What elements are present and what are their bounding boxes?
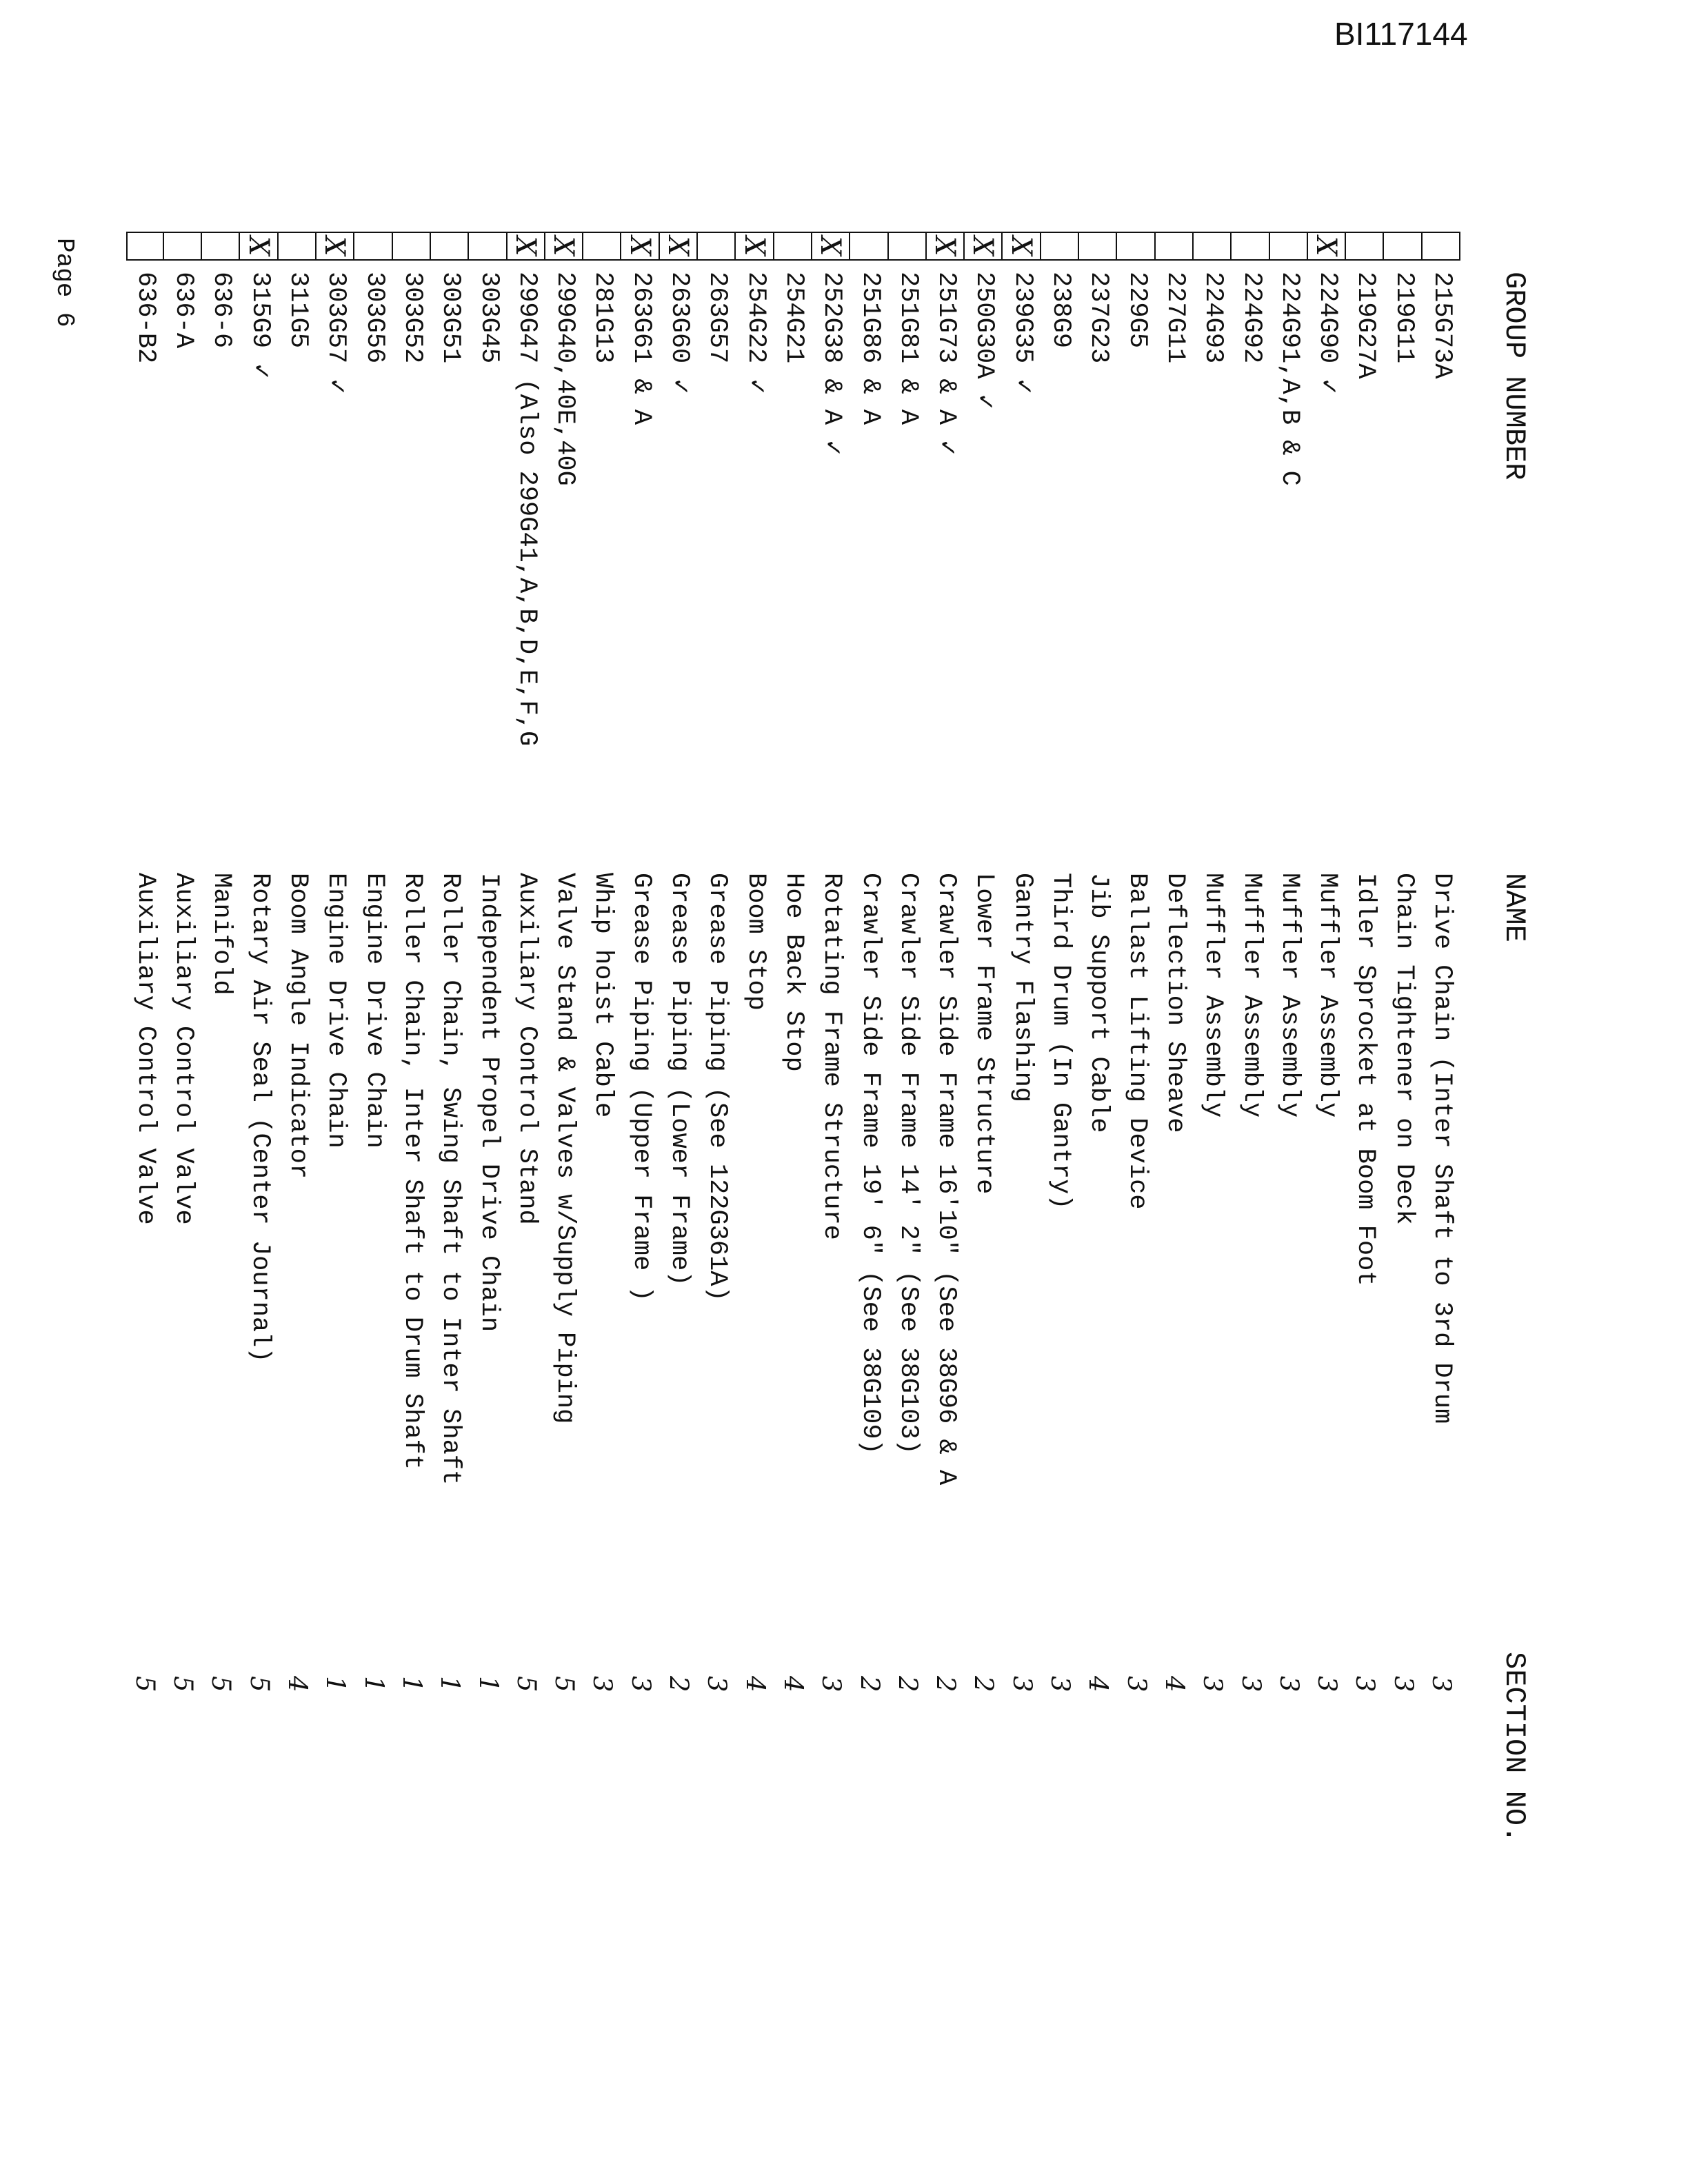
table-row — [1423, 232, 1460, 2093]
section-no-cell: 3 — [625, 1676, 656, 1692]
name-cell: Deflection Sheave — [1160, 873, 1189, 1133]
section-no-cell: 3 — [1350, 1676, 1380, 1692]
check-mark — [1270, 232, 1308, 261]
group-number-cell: 239G35 ✓ — [1007, 272, 1037, 394]
check-mark: X — [1308, 232, 1346, 261]
section-no-cell: 4 — [283, 1676, 313, 1692]
table-row — [354, 232, 392, 2093]
table-row — [279, 232, 316, 2093]
name-cell: Crawler Side Frame 16'10" (See 38G96 & A — [932, 873, 961, 1486]
group-number-cell: 252G38 & A ✓ — [817, 272, 847, 456]
check-mark — [1079, 232, 1117, 261]
table-row — [393, 232, 431, 2093]
table-row — [965, 232, 1003, 2093]
name-cell: Lower Frame Structure — [969, 873, 999, 1195]
check-mark — [164, 232, 202, 261]
check-mark — [1384, 232, 1422, 261]
section-no-cell: 5 — [511, 1676, 541, 1692]
table-row — [1156, 232, 1194, 2093]
group-number-cell: 254G22 ✓ — [741, 272, 770, 394]
group-number-cell: 281G13 — [588, 272, 618, 364]
name-cell: Engine Drive Chain — [321, 873, 351, 1149]
group-number-cell: 636-6 — [207, 272, 237, 349]
group-number-cell: 224G92 — [1236, 272, 1266, 364]
section-no-cell: 4 — [778, 1676, 808, 1692]
check-mark: X — [621, 232, 659, 261]
table-row — [850, 232, 888, 2093]
group-number-cell: 315G9 ✓ — [245, 272, 274, 379]
check-mark — [850, 232, 888, 261]
group-number-cell: 227G11 — [1160, 272, 1189, 364]
header-section-no: SECTION NO. — [1498, 1652, 1531, 1843]
group-number-cell: 250G30A ✓ — [969, 272, 999, 410]
name-cell: Chain Tightener on Deck — [1389, 873, 1418, 1225]
group-number-cell: 303G45 — [474, 272, 503, 364]
name-cell: Grease Piping (Lower Frame) — [665, 873, 694, 1286]
check-mark — [1041, 232, 1079, 261]
check-mark: X — [1003, 232, 1041, 261]
group-number-cell: 215G73A — [1427, 272, 1456, 379]
group-number-cell: 636-A — [169, 272, 199, 349]
name-cell: Boom Angle Indicator — [283, 873, 313, 1180]
check-mark — [431, 232, 469, 261]
check-mark — [469, 232, 507, 261]
name-cell: Jib Support Cable — [1084, 873, 1114, 1133]
section-no-cell: 1 — [473, 1676, 503, 1692]
name-cell: Hoe Back Stop — [778, 873, 808, 1072]
name-cell: Rotating Frame Structure — [817, 873, 847, 1240]
table-row — [698, 232, 736, 2093]
table-rows — [126, 232, 1460, 2093]
name-cell: Muffler Assembly — [1274, 873, 1304, 1118]
check-mark — [583, 232, 621, 261]
check-mark: X — [508, 232, 545, 261]
check-mark — [1346, 232, 1384, 261]
header-name: NAME — [1498, 873, 1531, 942]
check-mark: X — [812, 232, 850, 261]
group-number-cell: 263G57 — [703, 272, 732, 364]
table-row — [1003, 232, 1041, 2093]
table-row — [1270, 232, 1308, 2093]
check-mark — [354, 232, 392, 261]
table-row — [1117, 232, 1155, 2093]
document-id: BI117144 — [1334, 16, 1468, 52]
section-no-cell: 3 — [1236, 1676, 1266, 1692]
table-row — [660, 232, 698, 2093]
section-no-cell: 3 — [1274, 1676, 1304, 1692]
name-cell: Third Drum (In Gantry) — [1046, 873, 1076, 1210]
table-row — [1346, 232, 1384, 2093]
section-no-cell: 5 — [206, 1676, 237, 1692]
name-cell: Manifold — [207, 873, 237, 995]
name-cell: Grease Piping (See 122G361A) — [703, 873, 732, 1302]
section-no-cell: 4 — [1083, 1676, 1114, 1692]
check-mark — [1117, 232, 1155, 261]
name-cell: Auxiliary Control Stand — [512, 873, 541, 1225]
table-row — [1041, 232, 1079, 2093]
table-row — [1308, 232, 1346, 2093]
name-cell: Roller Chain, Inter Shaft to Drum Shaft — [397, 873, 427, 1470]
name-cell: Grease Piping (Upper Frame ) — [626, 873, 656, 1302]
table-row — [889, 232, 927, 2093]
section-no-cell: 1 — [435, 1676, 465, 1692]
name-cell: Auxiliary Control Valve — [130, 873, 160, 1225]
check-mark: X — [927, 232, 965, 261]
section-no-cell: 3 — [1007, 1676, 1037, 1692]
section-no-cell: 1 — [321, 1676, 351, 1692]
check-mark — [698, 232, 736, 261]
name-cell: Crawler Side Frame 14' 2" (See 38G103) — [893, 873, 923, 1455]
group-number-cell: 224G93 — [1198, 272, 1228, 364]
section-no-cell: 2 — [931, 1676, 961, 1692]
group-number-cell: 251G86 & A — [855, 272, 885, 425]
check-mark — [279, 232, 316, 261]
group-number-cell: 303G57 ✓ — [321, 272, 351, 394]
group-number-cell: 636-B2 — [130, 272, 160, 364]
section-no-cell: 2 — [969, 1676, 999, 1692]
name-cell: Rotary Air Seal (Center Journal) — [245, 873, 274, 1363]
section-no-cell: 5 — [550, 1676, 580, 1692]
check-mark: X — [241, 232, 279, 261]
name-cell: Whip hoist Cable — [588, 873, 618, 1118]
name-cell: Gantry Flashing — [1007, 873, 1037, 1103]
name-cell: Auxiliary Control Valve — [169, 873, 199, 1225]
group-number-cell: 299G40,40E,40G — [550, 272, 580, 486]
table-row — [202, 232, 240, 2093]
check-mark — [889, 232, 927, 261]
check-mark: X — [660, 232, 698, 261]
name-cell: Valve Stand & Valves w/Supply Piping — [550, 873, 580, 1424]
check-mark: X — [545, 232, 583, 261]
group-number-cell: 303G51 — [436, 272, 465, 364]
section-no-cell: 5 — [130, 1676, 160, 1692]
section-no-cell: 3 — [1312, 1676, 1343, 1692]
group-number-cell: 303G56 — [359, 272, 389, 364]
check-mark — [126, 232, 164, 261]
check-mark — [1232, 232, 1269, 261]
section-no-cell: 1 — [396, 1676, 427, 1692]
check-mark: X — [736, 232, 774, 261]
name-cell: Crawler Side Frame 19' 6" (See 38G109) — [855, 873, 885, 1455]
table-row — [1079, 232, 1117, 2093]
table-row — [126, 232, 164, 2093]
section-no-cell: 5 — [244, 1676, 274, 1692]
section-no-cell: 2 — [892, 1676, 923, 1692]
name-cell: Muffler Assembly — [1236, 873, 1266, 1118]
table-row — [583, 232, 621, 2093]
check-mark — [774, 232, 812, 261]
table-row — [812, 232, 850, 2093]
name-cell: Roller Chain, Swing Shaft to Inter Shaft — [436, 873, 465, 1486]
section-no-cell: 2 — [664, 1676, 694, 1692]
table-row — [1232, 232, 1269, 2093]
check-mark — [1156, 232, 1194, 261]
name-cell: Drive Chain (Inter Shaft to 3rd Drum — [1427, 873, 1456, 1424]
section-no-cell: 3 — [816, 1676, 847, 1692]
group-number-cell: 254G21 — [778, 272, 808, 364]
group-number-cell: 219G27A — [1351, 272, 1380, 379]
section-no-cell: 1 — [359, 1676, 389, 1692]
section-no-cell: 4 — [1159, 1676, 1189, 1692]
section-no-cell: 2 — [854, 1676, 885, 1692]
group-number-cell: 251G73 & A ✓ — [932, 272, 961, 456]
group-number-cell: 299G47 (Also 299G41,A,B,D,E,F,G — [512, 272, 541, 747]
page-number: Page 6 — [50, 238, 79, 327]
table-row — [774, 232, 812, 2093]
check-mark: X — [965, 232, 1003, 261]
name-cell: Boom Stop — [741, 873, 770, 1011]
group-number-cell: 303G52 — [397, 272, 427, 364]
section-no-cell: 3 — [587, 1676, 618, 1692]
section-no-cell: 4 — [740, 1676, 770, 1692]
parts-table — [83, 232, 1531, 2093]
header-group-number: GROUP NUMBER — [1498, 272, 1531, 481]
check-mark — [202, 232, 240, 261]
section-no-cell: 3 — [1198, 1676, 1228, 1692]
table-row — [1384, 232, 1422, 2093]
name-cell: Engine Drive Chain — [359, 873, 389, 1149]
table-row — [545, 232, 583, 2093]
check-mark: X — [316, 232, 354, 261]
section-no-cell: 3 — [1388, 1676, 1418, 1692]
group-number-cell: 263G60 ✓ — [665, 272, 694, 394]
table-row — [927, 232, 965, 2093]
table-row — [241, 232, 279, 2093]
table-row — [316, 232, 354, 2093]
section-no-cell: 3 — [1045, 1676, 1076, 1692]
group-number-cell: 238G9 — [1046, 272, 1076, 349]
section-no-cell: 3 — [702, 1676, 732, 1692]
check-mark — [393, 232, 431, 261]
group-number-cell: 219G11 — [1389, 272, 1418, 364]
group-number-cell: 229G5 — [1122, 272, 1152, 349]
group-number-cell: 237G23 — [1084, 272, 1114, 364]
table-row — [736, 232, 774, 2093]
table-row — [164, 232, 202, 2093]
group-number-cell: 224G90 ✓ — [1313, 272, 1343, 394]
name-cell: Idler Sprocket at Boom Foot — [1351, 873, 1380, 1286]
group-number-cell: 311G5 — [283, 272, 313, 349]
table-row — [621, 232, 659, 2093]
group-number-cell: 263G61 & A — [626, 272, 656, 425]
name-cell: Muffler Assembly — [1198, 873, 1228, 1118]
table-row — [431, 232, 469, 2093]
table-row — [508, 232, 545, 2093]
check-mark — [1194, 232, 1232, 261]
group-number-cell: 251G81 & A — [893, 272, 923, 425]
name-cell: Independent Propel Drive Chain — [474, 873, 503, 1333]
name-cell: Ballast Lifting Device — [1122, 873, 1152, 1210]
group-number-cell: 224G91,A,B & C — [1274, 272, 1304, 486]
table-row — [469, 232, 507, 2093]
name-cell: Muffler Assembly — [1313, 873, 1343, 1118]
check-mark — [1423, 232, 1460, 261]
section-no-cell: 5 — [168, 1676, 199, 1692]
table-row — [1194, 232, 1232, 2093]
section-no-cell: 3 — [1121, 1676, 1152, 1692]
section-no-cell: 3 — [1427, 1676, 1456, 1692]
